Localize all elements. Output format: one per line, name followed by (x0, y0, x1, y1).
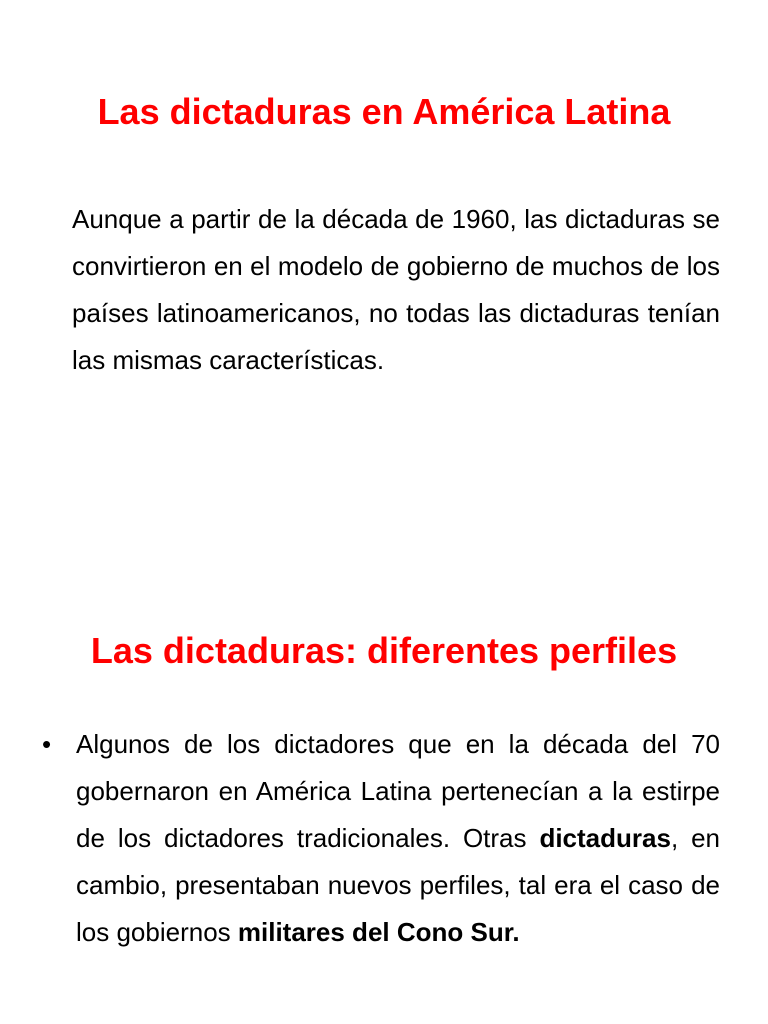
bullet-marker: • (42, 729, 52, 759)
bold-term: dictaduras (539, 823, 671, 853)
slide-title: Las dictaduras: diferentes perfiles (90, 630, 678, 671)
bullet-text (76, 721, 720, 956)
bullet-text-part: Algunos de los dictadores que en la década del 70 gobernaron en América Latina pertenecían a la estirpe de los dictadores tradicionales. Otras (76, 729, 720, 853)
slide-title: Las dictaduras en América Latina (97, 91, 671, 132)
slide-2 (0, 512, 768, 1024)
list-item (40, 721, 720, 956)
bullet-text-part: , en cambio, presentaban nuevos perfiles, tal era el caso de los gobiernos (76, 823, 720, 947)
slide-paragraph: Aunque a partir de la década de 1960, las dictaduras se convirtieron en el modelo de gobierno de muchos de los países latinoamericanos, no todas las dictaduras tenían las mismas características. (72, 204, 720, 375)
bold-term: militares del Cono Sur. (237, 917, 520, 947)
bullet-list (40, 721, 720, 956)
